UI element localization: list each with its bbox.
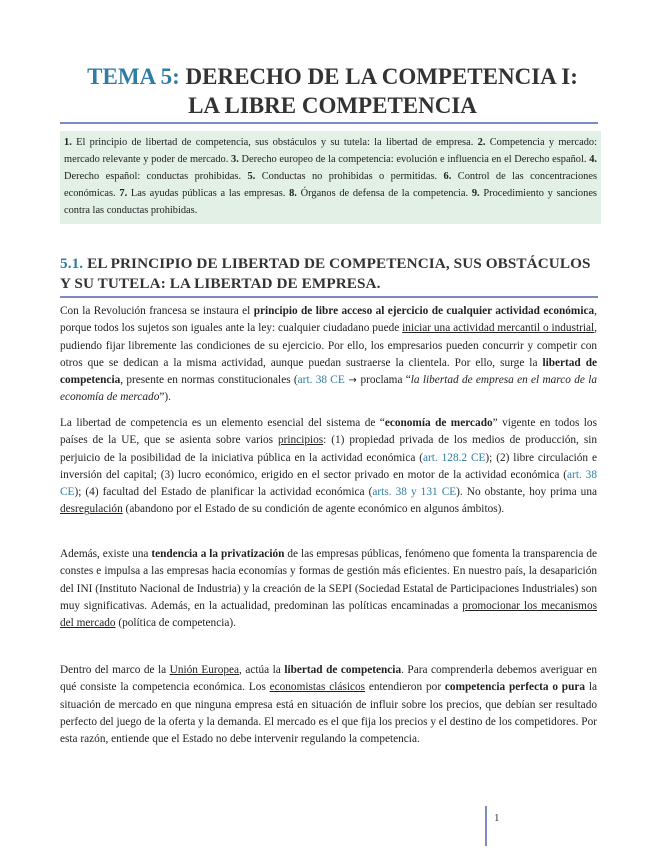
summary-item-number: 7. xyxy=(119,188,128,199)
section-number: 5.1. xyxy=(60,255,84,272)
underlined-run: iniciar una actividad mercantil o industrial xyxy=(402,322,595,335)
summary-item-text: Control de las concentraciones económicas. xyxy=(64,171,598,199)
summary-item-number: 2. xyxy=(477,137,486,148)
arrow-icon: → xyxy=(344,375,361,387)
article-reference-link[interactable]: arts. 38 y 131 CE xyxy=(372,486,457,499)
article-reference-link[interactable]: art. 38 CE xyxy=(60,468,597,499)
article-reference-link[interactable]: art. 128.2 CE xyxy=(423,451,486,464)
summary-item-number: 3. xyxy=(231,154,239,165)
underlined-run: promocionar los mecanismos del mercado xyxy=(60,599,597,630)
text-run: la situación de mercado en que ninguna empresa está en situación de influir sobre los precios, que debían ser resultado perfecto del juego de la oferta y la demanda. El mercado es el que fija los precios y el destino de los competidores. Por esta razón, entiende que el Estado no debe intervenir regulando la competencia. xyxy=(60,681,598,746)
text-run: Con la Revolución francesa se instaura el xyxy=(60,305,254,317)
paragraph-4 xyxy=(60,662,597,748)
summary-item-text: Procedimiento y sanciones contra las conductas prohibidas. xyxy=(64,188,597,216)
text-run: ); (4) facultad del Estado de planificar la actividad económica ( xyxy=(74,486,373,499)
text-run: : (1) propiedad privada de los medios de producción, sin perjuicio de la posibilidad de la iniciativa pública en la actividad económica ( xyxy=(60,434,598,464)
title-line-2: LA LIBRE COMPETENCIA xyxy=(188,93,477,118)
bold-run: libertad de competencia xyxy=(284,664,402,676)
paragraph-2 xyxy=(60,415,597,519)
section-divider xyxy=(60,296,598,298)
footer-divider xyxy=(485,806,487,846)
summary-item-text: Las ayudas públicas a las empresas. xyxy=(130,188,286,199)
summary-item-number: 6. xyxy=(443,171,452,182)
summary-item-text: Derecho español: conductas prohibidas. xyxy=(64,171,242,182)
text-run: , pudiendo fijar libremente las condiciones de su ejercicio. Por ello, los empresarios pueden concurrir y competir con otros que se dedican a la misma actividad, aunque puedan sustraerse la clientela. Por ello, surge la xyxy=(60,322,597,369)
text-run: ); (2) libre circulación e inversión del capital; (3) lucro económico, erigido en el sector privado en motor de la actividad económica ( xyxy=(60,451,597,481)
text-run: Además, existe una xyxy=(60,548,152,560)
bold-run: competencia perfecta o pura xyxy=(444,681,586,694)
summary-item-number: 5. xyxy=(247,171,256,182)
summary-item-number: 1. xyxy=(64,137,72,148)
text-run: La libertad de competencia es un elemento esencial del sistema de “ xyxy=(60,417,385,429)
topic-summary-box xyxy=(60,131,601,224)
title-divider xyxy=(60,122,598,124)
summary-item-text: El principio de libertad de competencia, sus obstáculos y su tutela: la libertad de empresa. xyxy=(76,137,474,148)
summary-item-number: 9. xyxy=(471,188,480,199)
section-title: EL PRINCIPIO DE LIBERTAD DE COMPETENCIA, SUS OBSTÁCULOS Y SU TUTELA: LA LIBERTAD DE EMPRESA. xyxy=(60,255,591,292)
title-lead: TEMA 5: xyxy=(87,64,180,89)
summary-item-number: 8. xyxy=(289,188,297,199)
text-run: Dentro del marco de la xyxy=(60,664,170,676)
summary-item-text: Competencia y mercado: mercado relevante y poder de mercado. xyxy=(64,137,598,165)
text-run: , actúa la xyxy=(239,664,285,676)
underlined-run: Unión Europea xyxy=(169,664,240,676)
text-run: ” vigente en todos los países de la UE, que se asienta sobre varios xyxy=(60,417,597,447)
text-run: ”). xyxy=(159,391,171,404)
bold-run: tendencia a la privatización xyxy=(151,548,285,560)
text-run: (política de competencia). xyxy=(115,617,236,630)
text-run: , porque todos los sujetos son iguales ante la ley: cualquier ciudadano puede xyxy=(60,305,597,335)
bold-run: principio de libre acceso al ejercicio de cualquier actividad económica xyxy=(253,305,595,317)
summary-item-number: 4. xyxy=(589,154,597,165)
page-number: 1 xyxy=(494,812,500,824)
section-heading xyxy=(60,254,600,294)
title-line-1: DERECHO DE LA COMPETENCIA I: xyxy=(185,64,578,89)
underlined-run: principios xyxy=(277,434,324,447)
text-run: (abandono por el Estado de su condición de agente económico en algunos ámbitos). xyxy=(122,503,505,516)
text-run: proclama “ xyxy=(360,374,411,387)
summary-item-text: Derecho europeo de la competencia: evolución e influencia en el Derecho español. xyxy=(241,154,587,165)
text-run: ). No obstante, hoy prima una xyxy=(456,486,597,499)
text-run: , presente en normas constitucionales ( xyxy=(120,374,298,387)
summary-item-text: Conductas no prohibidas o permitidas. xyxy=(261,171,438,182)
summary-item-text: Órganos de defensa de la competencia. xyxy=(300,188,469,199)
text-run: . Para comprenderla debemos averiguar en qué consiste la competencia económica. Los xyxy=(60,664,598,694)
underlined-run: desregulación xyxy=(60,503,123,516)
paragraph-1 xyxy=(60,303,597,407)
article-reference-link[interactable]: art. 38 CE xyxy=(297,374,345,387)
page-title xyxy=(60,62,605,120)
text-run: de las empresas públicas, fenómeno que fomenta la transparencia de constes e impulsa a las empresas hacia economías y formas de gestión más eficientes. En nuestro país, la desaparición del INI (Instituto Nacional de Industria) y la creación de la SEPI (Sociedad Estatal de Participaciones Industriales) son muy significativas. Además, en la actualidad, predominan las políticas encaminadas a xyxy=(60,548,598,612)
bold-run: economía de mercado xyxy=(384,417,493,429)
text-run: entendieron por xyxy=(365,681,445,694)
paragraph-3 xyxy=(60,546,597,632)
bold-run: libertad de competencia xyxy=(60,356,597,387)
underlined-run: economistas clásicos xyxy=(269,681,366,694)
italic-quote: la libertad de empresa en el marco de la economía de mercado xyxy=(60,374,597,404)
